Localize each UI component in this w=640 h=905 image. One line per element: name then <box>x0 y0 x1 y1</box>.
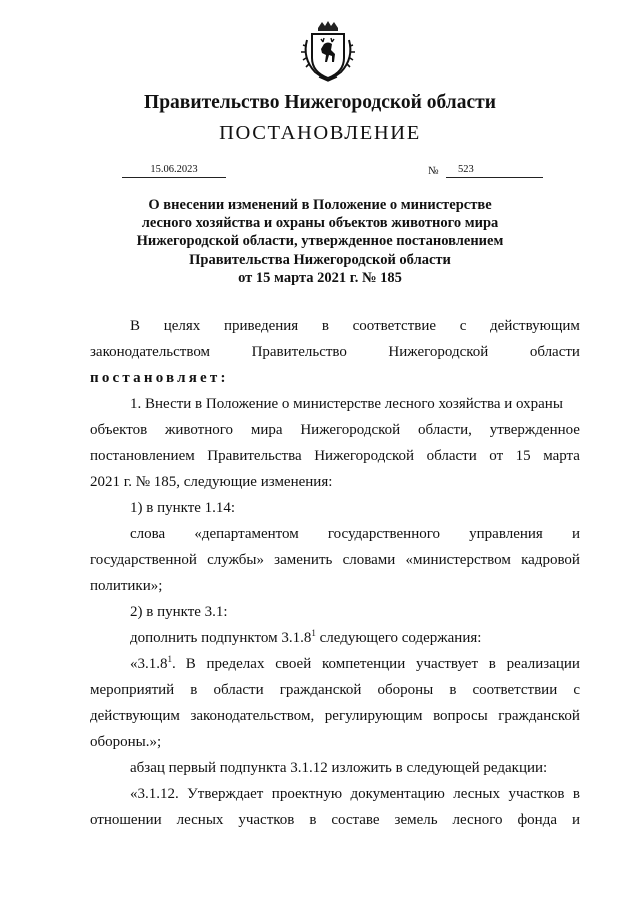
superscript: 1 <box>167 654 172 664</box>
document-title <box>90 196 550 287</box>
word: пределах <box>206 656 265 672</box>
word: лесных <box>176 812 224 828</box>
body-line <box>90 681 580 700</box>
word: в <box>321 318 329 334</box>
word: 15 <box>515 448 531 464</box>
text-run: дополнить подпунктом 3.1.8 <box>130 630 312 646</box>
body-line <box>90 811 580 830</box>
number-sign: № <box>428 165 439 177</box>
word: и <box>571 812 580 828</box>
word: в <box>572 786 580 802</box>
body-line <box>90 447 580 466</box>
word: области <box>529 344 580 360</box>
word: в <box>190 682 198 698</box>
word: «департаментом <box>194 526 299 542</box>
word: участков <box>508 786 565 802</box>
word: Правительства <box>207 448 302 464</box>
word: участков <box>238 812 295 828</box>
word: своей <box>275 656 312 672</box>
word: в <box>488 656 496 672</box>
title-line: лесного хозяйства и охраны объектов животного мира <box>141 215 499 232</box>
word: постановлением <box>90 448 195 464</box>
word: Нижегородской <box>388 344 489 360</box>
word: Нижегородской <box>300 422 401 438</box>
text-run: следующего содержания: <box>315 630 482 646</box>
word: реализации <box>506 656 580 672</box>
body-words <box>186 655 580 674</box>
body-line: 2021 г. № 185, следующие изменения: <box>90 474 333 490</box>
word: действующим <box>490 318 580 334</box>
word: в <box>309 812 317 828</box>
word: объектов <box>90 422 148 438</box>
word: «3.1.12. <box>130 786 179 802</box>
body-line <box>90 707 580 726</box>
word: гражданской <box>498 708 580 724</box>
word: В <box>185 656 196 672</box>
word: от <box>489 448 504 464</box>
body-line <box>130 317 580 336</box>
title-line: Правительства Нижегородской области <box>189 251 451 268</box>
word: Правительство <box>251 344 347 360</box>
word: слова <box>130 526 166 542</box>
word: животного <box>165 422 234 438</box>
body-line: абзац первый подпункта 3.1.12 изложить в следующей редакции: <box>130 760 548 776</box>
word: гражданской <box>279 682 362 698</box>
word: мероприятий <box>90 682 175 698</box>
word: фонда <box>517 812 557 828</box>
title-line: Нижегородской области, утвержденное постановлением <box>136 233 504 250</box>
superscript: 1 <box>311 628 316 638</box>
text-run: «3.1.8 <box>130 656 168 672</box>
body-line: политики»; <box>90 578 163 594</box>
word: действующим <box>90 708 180 724</box>
word: службы» <box>207 552 264 568</box>
word: области <box>213 682 264 698</box>
word: соответствии <box>472 682 558 698</box>
word: области <box>426 448 477 464</box>
word: Нижегородской <box>314 448 415 464</box>
document-date: 15.06.2023 <box>122 163 226 178</box>
body-line <box>90 551 580 570</box>
word: вопросы <box>433 708 488 724</box>
word: проектную <box>271 786 343 802</box>
word: обороны <box>377 682 434 698</box>
word: в <box>449 682 457 698</box>
body-line <box>130 655 580 674</box>
body-line <box>130 525 580 544</box>
word: Утверждает <box>187 786 264 802</box>
word: с <box>573 682 580 698</box>
body-line: 1) в пункте 1.14: <box>130 500 236 516</box>
title-line: от 15 марта 2021 г. № 185 <box>238 269 402 286</box>
word: заменить <box>274 552 333 568</box>
word: с <box>459 318 467 334</box>
word: целях <box>163 318 201 334</box>
body-line: обороны.»; <box>90 734 162 750</box>
title-line: О внесении изменений в Положение о министерстве <box>148 197 492 213</box>
document-number: 523 <box>446 163 543 178</box>
body-line <box>130 629 481 648</box>
word: лесного <box>452 812 503 828</box>
body-line: 2) в пункте 3.1: <box>130 604 228 620</box>
word: управления <box>469 526 543 542</box>
body-line: 1. Внести в Положение о министерстве лесного хозяйства и охраны <box>130 396 563 412</box>
body-line <box>90 343 580 362</box>
word: кадровой <box>521 552 580 568</box>
coat-of-arms-icon <box>299 20 357 82</box>
word: законодательством <box>90 344 211 360</box>
word: и <box>571 526 580 542</box>
body-line <box>130 785 580 804</box>
word: соответствие <box>352 318 437 334</box>
text-run: «3.1.8$^1$. <box>130 654 176 672</box>
word: государственного <box>327 526 441 542</box>
word: лесных <box>453 786 501 802</box>
word: земель <box>394 812 438 828</box>
document-type: ПОСТАНОВЛЕНИЕ <box>219 122 421 144</box>
word: законодательством, <box>190 708 315 724</box>
word: марта <box>543 448 580 464</box>
word: компетенции <box>322 656 406 672</box>
decree-word: постановляет: <box>90 370 229 386</box>
word: утвержденное <box>489 422 580 438</box>
word: мира <box>250 422 283 438</box>
word: государственной <box>90 552 197 568</box>
word: приведения <box>223 318 299 334</box>
word: В <box>130 318 141 334</box>
word: составе <box>331 812 380 828</box>
word: области, <box>418 422 472 438</box>
body-line <box>90 421 580 440</box>
word: «министерством <box>405 552 511 568</box>
word: словами <box>342 552 396 568</box>
word: регулирующим <box>324 708 423 724</box>
word: отношении <box>90 812 162 828</box>
word: документацию <box>350 786 445 802</box>
word: участвует <box>416 656 479 672</box>
government-name: Правительство Нижегородской области <box>144 92 496 113</box>
